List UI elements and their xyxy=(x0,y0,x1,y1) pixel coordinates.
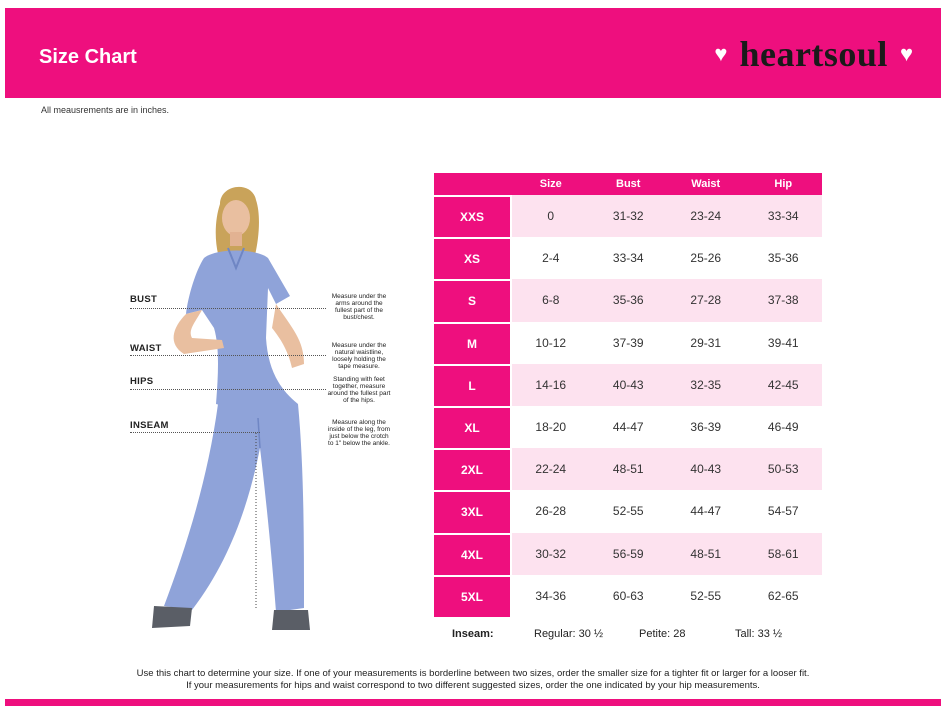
cell-waist: 32-35 xyxy=(667,364,745,406)
table-row xyxy=(434,322,822,364)
row-size-label: L xyxy=(434,364,510,406)
cell-bust: 31-32 xyxy=(590,195,668,237)
inseam-row-label: Inseam: xyxy=(452,628,494,640)
cell-bust: 35-36 xyxy=(590,279,668,321)
cell-size: 10-12 xyxy=(535,335,567,350)
cell-bust: 56-59 xyxy=(590,533,668,575)
table-row xyxy=(434,533,822,575)
cell-waist: 48-51 xyxy=(667,533,745,575)
units-note: All meausrements are in inches. xyxy=(41,105,170,115)
table-row xyxy=(434,575,822,617)
hips-label: HIPS xyxy=(130,376,154,387)
cell-bust: 60-63 xyxy=(612,588,644,603)
row-size-label: S xyxy=(434,279,510,321)
cell-waist: 52-55 xyxy=(690,588,722,603)
cell-hip: 35-36 xyxy=(767,251,799,266)
cell-waist: 25-26 xyxy=(690,251,722,266)
cell-size: 2-4 xyxy=(542,251,560,266)
header-size: Size xyxy=(539,178,562,190)
row-size-label: XXS xyxy=(434,195,510,237)
heart-icon: ♥ xyxy=(899,41,913,66)
inseam-regular: Regular: 30 ½ xyxy=(534,628,604,640)
cell-waist: 29-31 xyxy=(690,335,722,350)
page-title: Size Chart xyxy=(39,46,137,68)
cell-waist: 40-43 xyxy=(667,448,745,490)
cell-bust: 37-39 xyxy=(612,335,644,350)
cell-waist: 27-28 xyxy=(667,279,745,321)
row-size-label: XL xyxy=(434,406,510,448)
cell-hip: 50-53 xyxy=(745,448,823,490)
cell-size: 26-28 xyxy=(535,504,567,519)
waist-guide-line xyxy=(130,355,326,356)
footer-line-2: If your measurements for hips and waist correspond to two different suggested sizes, order the one indicated by your hip measurements. xyxy=(186,680,760,691)
cell-hip: 42-45 xyxy=(745,364,823,406)
inseam-tall: Tall: 33 ½ xyxy=(735,628,783,640)
bust-description: Measure under the arms around the fullest part of the bust/chest. xyxy=(331,293,387,321)
table-row xyxy=(434,237,822,279)
header-bust: Bust xyxy=(616,178,641,190)
row-size-label: 3XL xyxy=(434,490,510,532)
size-table xyxy=(434,173,822,617)
hips-description: Standing with feet together, measure around the fullest part of the hips. xyxy=(327,376,391,404)
header-hip: Hip xyxy=(774,178,793,190)
footer-line-1: Use this chart to determine your size. If one of your measurements is borderline between two sizes, order the smaller size for a tighter fit or larger for a looser fit. xyxy=(136,668,810,679)
cell-hip: 39-41 xyxy=(767,335,799,350)
cell-bust: 40-43 xyxy=(590,364,668,406)
footer-instructions xyxy=(0,668,946,692)
cell-bust: 44-47 xyxy=(612,420,644,435)
table-row xyxy=(434,490,822,532)
cell-size: 0 xyxy=(512,195,590,237)
cell-waist: 36-39 xyxy=(690,420,722,435)
row-size-label: 5XL xyxy=(434,575,510,617)
inseam-row xyxy=(434,628,822,644)
model-figure xyxy=(128,178,398,638)
inseam-petite: Petite: 28 xyxy=(639,628,686,640)
cell-hip: 54-57 xyxy=(767,504,799,519)
waist-label: WAIST xyxy=(130,343,162,354)
table-row xyxy=(434,406,822,448)
table-row xyxy=(434,364,822,406)
cell-size: 22-24 xyxy=(512,448,590,490)
cell-hip: 62-65 xyxy=(767,588,799,603)
bust-guide-line xyxy=(130,308,326,309)
model-illustration xyxy=(128,178,398,638)
cell-waist: 23-24 xyxy=(667,195,745,237)
bottom-bar xyxy=(5,699,941,706)
cell-hip: 46-49 xyxy=(767,420,799,435)
table-header xyxy=(434,173,822,195)
table-row xyxy=(434,195,822,237)
brand-logo xyxy=(714,32,913,76)
cell-bust: 33-34 xyxy=(612,251,644,266)
cell-hip: 37-38 xyxy=(745,279,823,321)
inseam-guide-line xyxy=(130,432,260,433)
cell-size: 30-32 xyxy=(512,533,590,575)
hips-guide-line xyxy=(130,389,326,390)
row-size-label: 4XL xyxy=(434,533,510,575)
cell-bust: 52-55 xyxy=(612,504,644,519)
bust-label: BUST xyxy=(130,294,158,305)
waist-description: Measure under the natural waistline, loosely holding the tape measure. xyxy=(331,342,387,370)
table-row xyxy=(434,448,822,490)
cell-size: 6-8 xyxy=(512,279,590,321)
header-waist: Waist xyxy=(691,178,721,190)
heart-icon: ♥ xyxy=(714,41,728,66)
cell-hip: 33-34 xyxy=(745,195,823,237)
header-banner xyxy=(5,8,941,98)
cell-size: 18-20 xyxy=(535,420,567,435)
inseam-description: Measure along the inside of the leg, from just below the crotch to 1" below the ankle. xyxy=(327,419,391,447)
cell-waist: 44-47 xyxy=(690,504,722,519)
cell-bust: 48-51 xyxy=(590,448,668,490)
row-size-label: XS xyxy=(434,237,510,279)
row-size-label: M xyxy=(434,322,510,364)
cell-size: 14-16 xyxy=(512,364,590,406)
inseam-label: INSEAM xyxy=(130,420,169,431)
table-row xyxy=(434,279,822,321)
row-size-label: 2XL xyxy=(434,448,510,490)
brand-name: heartsoul xyxy=(739,34,888,74)
cell-size: 34-36 xyxy=(535,588,567,603)
cell-hip: 58-61 xyxy=(745,533,823,575)
